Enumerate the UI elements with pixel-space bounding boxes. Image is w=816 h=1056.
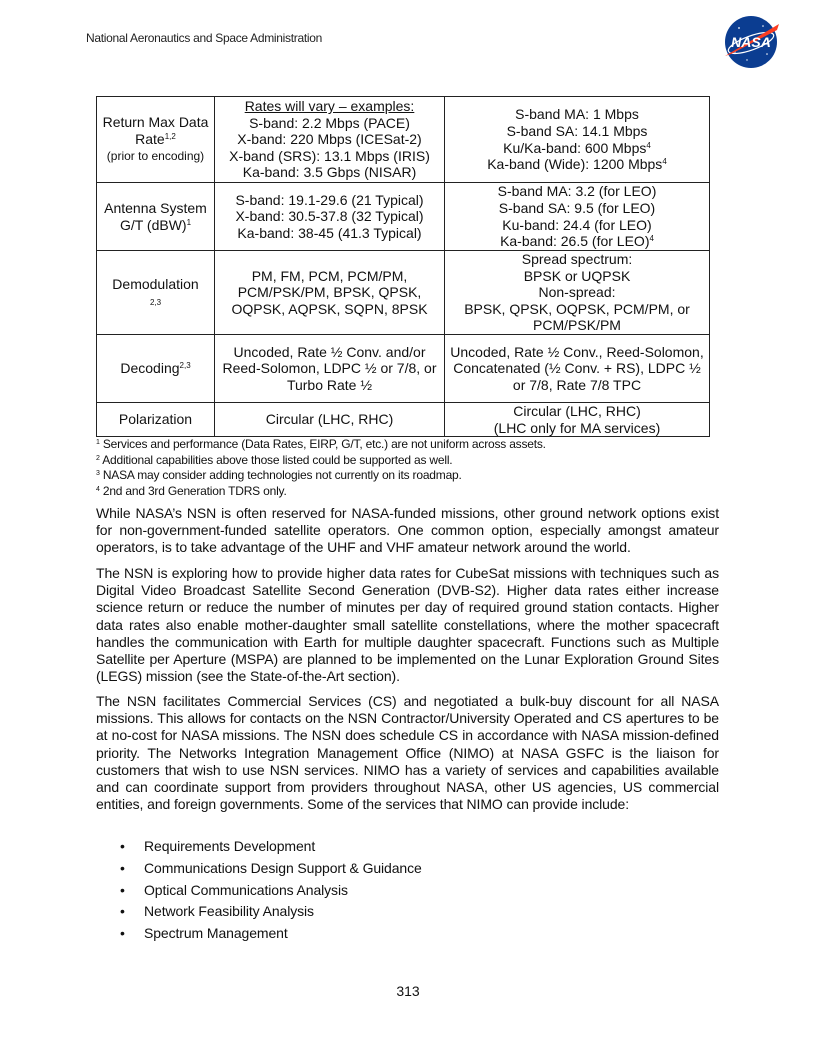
- table-row: [97, 402, 710, 436]
- table-row: [97, 97, 710, 183]
- row-cell-nsn-polarization: Circular (LHC, RHC): [215, 402, 445, 436]
- page-header-title: National Aeronautics and Space Administration: [86, 31, 322, 45]
- nasa-logo-text: NASA: [731, 34, 771, 50]
- list-item: • Optical Communications Analysis: [120, 881, 348, 898]
- table-row: [97, 251, 710, 335]
- nasa-logo: [719, 14, 783, 70]
- row-label-return-max-data-rate: Return Max Data Rate$^{1,2}$ (prior to encoding): [97, 97, 215, 183]
- footnote: $^2$ Additional capabilities above those listed could be supported as well.: [96, 452, 453, 467]
- list-item: • Network Feasibility Analysis: [120, 903, 314, 920]
- list-item: • Communications Design Support & Guidance: [120, 859, 422, 876]
- footnote: $^1$ Services and performance (Data Rates, EIRP, G/T, etc.) are not uniform across assets.: [96, 437, 546, 451]
- footnote: $^3$ NASA may consider adding technologies not currently on its roadmap.: [96, 468, 462, 482]
- row-cell-tdrs-rates: S-band MA: 1 Mbps S-band SA: 14.1 Mbps Ku/Ka-band: 600 Mbps$^4$ Ka-band (Wide): 1200 Mbps$^4$: [445, 97, 710, 183]
- row-label-antenna-gt: Antenna System G/T (dBW)$^1$: [97, 183, 215, 251]
- table-footnotes: [96, 437, 546, 499]
- row-cell-nsn-demod: PM, FM, PCM, PCM/PM, PCM/PSK/PM, BPSK, QPSK, OQPSK, AQPSK, SQPN, 8PSK: [215, 251, 445, 335]
- row-cell-nsn-decoding: Uncoded, Rate ½ Conv. and/or Reed-Solomon, LDPC ½ or 7/8, or Turbo Rate ½: [215, 334, 445, 402]
- row-label-decoding: Decoding$^{2,3}$: [97, 334, 215, 402]
- capabilities-table: [96, 96, 710, 437]
- body-paragraph: The NSN facilitates Commercial Services (CS) and negotiated a bulk-buy discount for all NASA missions. This allows for contacts on the NSN Contractor/University Operated and CS apertures to be at no-cost for NASA missions. The NSN does schedule CS in accordance with NASA mission-defined priority. The Networks Integration Management Office (NIMO) at NASA GSFC is the liaison for customers that wish to use NSN services. NIMO has a variety of services and capabilities available and can coordinate support from providers throughout NASA, other US agencies, US commercial entities, and foreign governments. Some of the services that NIMO can provide include:: [96, 693, 719, 813]
- list-item: • Spectrum Management: [120, 925, 288, 942]
- row-cell-nsn-rates: Rates will vary – examples: S-band: 2.2 Mbps (PACE) X-band: 220 Mbps (ICESat-2) X-band (SRS): 13.1 Mbps (IRIS) Ka-band: 3.5 Gbps (NISAR): [215, 97, 445, 183]
- row-label-demodulation: Demodulation 2,3: [97, 251, 215, 335]
- body-paragraph: While NASA’s NSN is often reserved for NASA-funded missions, other ground network options exist for non-government-funded satellite operators. One common option, especially amongst amateur operators, is to take advantage of the UHF and VHF amateur network around the world.: [96, 505, 719, 556]
- services-list: [96, 836, 422, 945]
- page-number: 313: [396, 983, 420, 999]
- footnote: $^4$ 2nd and 3rd Generation TDRS only.: [96, 483, 287, 498]
- body-paragraph: The NSN is exploring how to provide higher data rates for CubeSat missions with techniques such as Digital Video Broadcast Satellite Second Generation (DVB-S2). Higher data rates either increase science return or reduce the number of minutes per day of required ground station contacts. Higher data rates also enable mother-daughter small satellite constellations, where the mother spacecraft handles the communication with Earth for multiple daughter spacecraft. Functions such as Multiple Satellite per Aperture (MSPA) are planned to be implemented on the Lunar Exploration Ground Sites (LEGS) mission (see the State-of-the-Art section).: [96, 565, 719, 685]
- table-row: [97, 334, 710, 402]
- row-label-polarization: Polarization: [97, 402, 215, 436]
- row-cell-nsn-gt: S-band: 19.1-29.6 (21 Typical) X-band: 30.5-37.8 (32 Typical) Ka-band: 38-45 (41.3 Typical): [215, 183, 445, 251]
- row-cell-tdrs-polarization: Circular (LHC, RHC) (LHC only for MA services): [445, 402, 710, 436]
- list-item: • Requirements Development: [120, 838, 316, 854]
- row-cell-tdrs-demod: Spread spectrum: BPSK or UQPSK Non-spread: BPSK, QPSK, OQPSK, PCM/PM, or PCM/PSK/PM: [445, 251, 710, 335]
- row-cell-tdrs-gt: S-band MA: 3.2 (for LEO) S-band SA: 9.5 (for LEO) Ku-band: 24.4 (for LEO) Ka-band: 26.5 (for LEO)$^4$: [445, 183, 710, 251]
- row-cell-tdrs-decoding: Uncoded, Rate ½ Conv., Reed-Solomon, Concatenated (½ Conv. + RS), LDPC ½ or 7/8, Rate 7/8 TPC: [445, 334, 710, 402]
- table-row: [97, 183, 710, 251]
